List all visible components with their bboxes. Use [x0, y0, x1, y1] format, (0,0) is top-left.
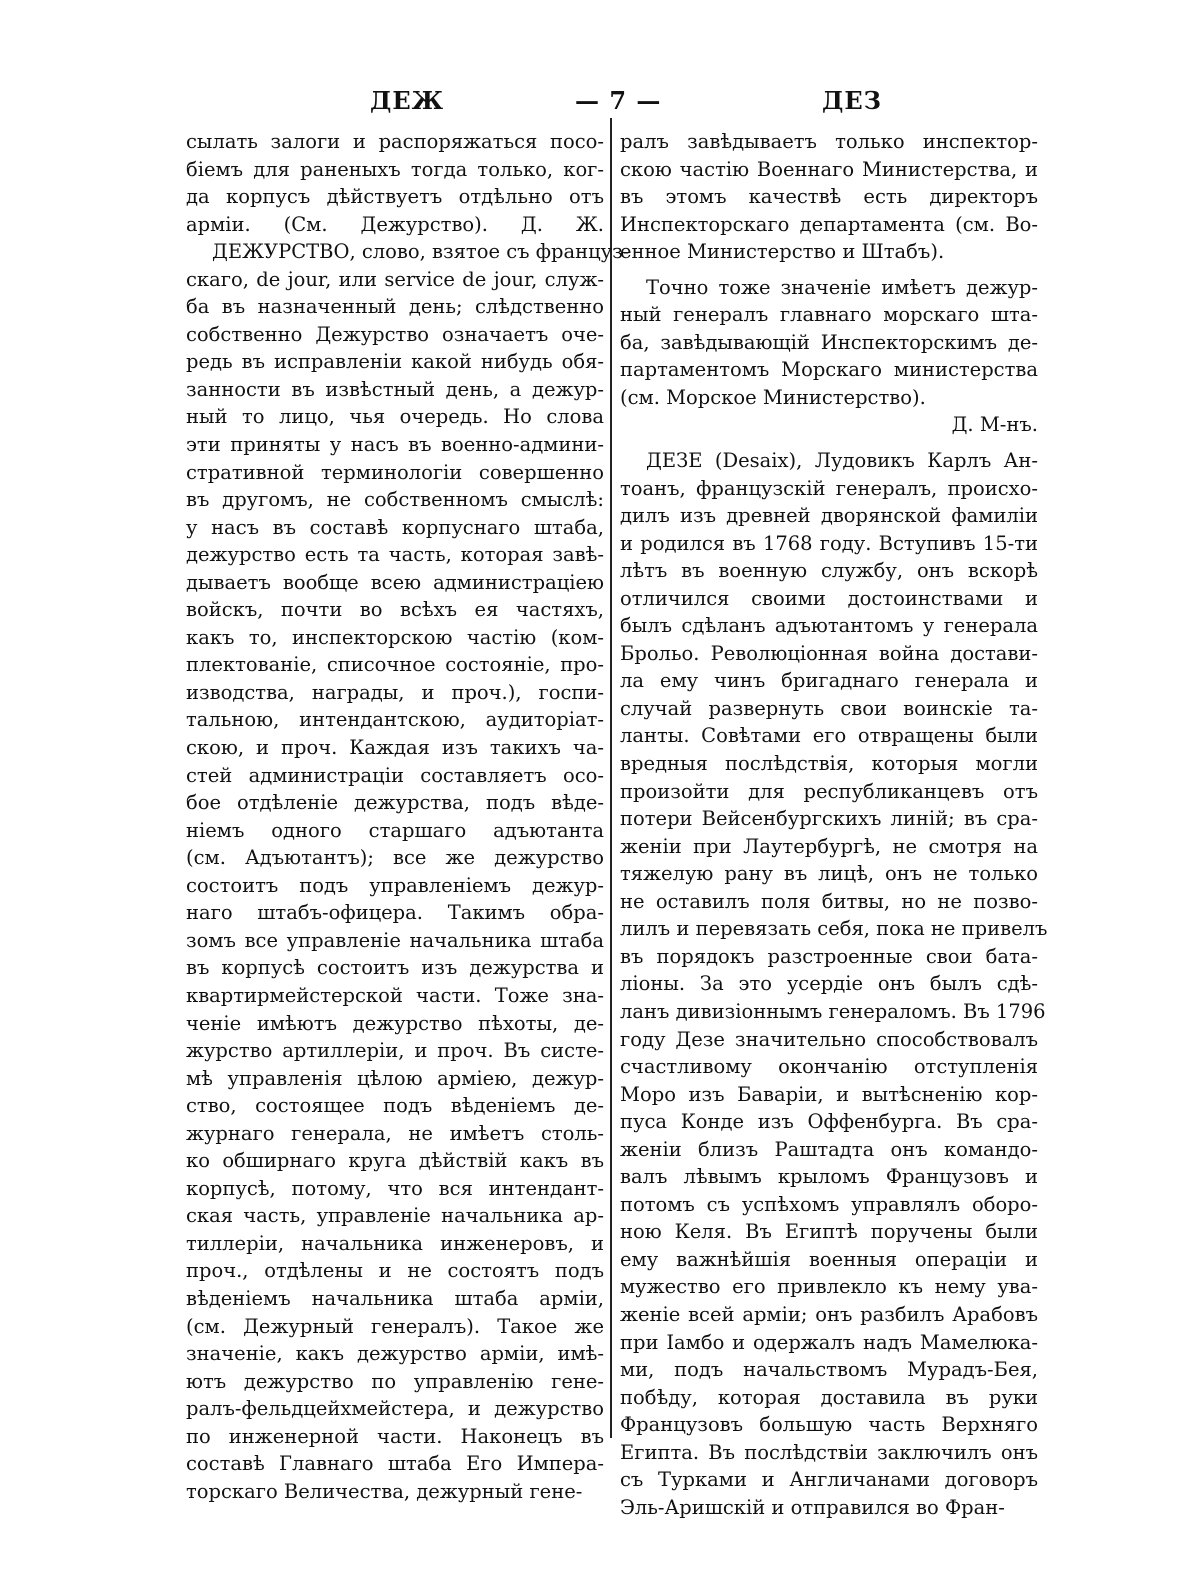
text-line: и родился въ 1768 году. Вступивъ 15-ти	[620, 531, 1038, 555]
text-line: мѣ управленія цѣлою арміею, дежур-	[186, 1066, 604, 1090]
text-line: пуса Конде изъ Оффенбурга. Въ сра-	[620, 1110, 1038, 1134]
text-line: наго штабъ-офицера. Такимъ обра-	[186, 901, 604, 925]
text-line: лилъ и перевязать себя, пока не привелъ	[620, 917, 1048, 941]
text-line: редь въ исправленіи какой нибудь обя-	[186, 350, 604, 374]
left-column	[186, 128, 630, 1505]
text-line: корпусѣ, потому, что вся интендант-	[186, 1176, 604, 1200]
text-line: ный то лицо, чья очередь. Но слова	[186, 405, 604, 429]
text-line: зомъ все управленіе начальника штаба	[186, 928, 604, 952]
text-line: сылать залоги и распоряжаться посо-	[186, 130, 604, 153]
text-line: какъ то, инспекторскою частію (ком-	[186, 625, 604, 649]
text-line: мужество его привлекло къ нему ува-	[620, 1275, 1038, 1299]
text-line: журство артиллеріи, и проч. Въ систе-	[186, 1039, 604, 1063]
text-line: женіи при Лаутербургѣ, не смотря на	[620, 834, 1038, 858]
text-line: Французовъ большую часть Верхняго	[620, 1413, 1038, 1437]
text-line: въ корпусѣ состоитъ изъ дежурства и	[186, 956, 604, 980]
text-line: торскаго Величества, дежурный гене-	[186, 1479, 583, 1503]
page-number: — 7 —	[575, 86, 662, 115]
text-line: въ другомъ, не собственномъ смыслѣ:	[186, 488, 604, 512]
text-line: Инспекторскаго департамента (см. Во-	[620, 212, 1038, 236]
text-line: ДЕЖУРСТВО, слово, взятое съ француз-	[212, 240, 630, 264]
text-line: скою, и проч. Каждая изъ такихъ ча-	[186, 736, 604, 760]
text-line: потери Вейсенбургскихъ линій; въ сра-	[620, 807, 1038, 831]
text-line: собственно Дежурство означаетъ оче-	[186, 322, 604, 346]
text-line: енное Министерство и Штабъ).	[620, 240, 945, 264]
right-column	[620, 128, 1048, 1521]
text-line: съ Турками и Англичанами договоръ	[620, 1468, 1038, 1492]
text-line: (см. Морское Министерство).	[620, 385, 926, 409]
text-line: ла ему чинъ бригаднаго генерала и	[620, 669, 1038, 693]
text-line: дилъ изъ древней дворянской фамиліи	[620, 504, 1038, 528]
text-line: Д. М-нъ.	[951, 413, 1038, 437]
text-line: ланты. Совѣтами его отвращены были	[620, 724, 1038, 748]
text-line: Точно тоже значеніе имѣетъ дежур-	[646, 275, 1038, 299]
text-line: тальною, интендантскою, аудиторіат-	[186, 708, 604, 732]
text-line: случай развернуть свои воинскіе та-	[620, 696, 1038, 720]
text-line: проч., отдѣлены и не состоятъ подъ	[186, 1259, 604, 1283]
text-line: ДЕЗЕ (Desaix), Лудовикъ Карлъ Ан-	[646, 449, 1038, 473]
text-line: валъ лѣвымъ крыломъ Французовъ и	[620, 1165, 1038, 1189]
text-line: ралъ завѣдываетъ только инспектор-	[620, 130, 1038, 153]
text-line: тяжелую рану въ лицѣ, онъ не только	[620, 862, 1038, 886]
text-line: арміи. (См. Дежурство). Д. Ж.	[186, 212, 604, 236]
text-line: ліоны. За это усердіе онъ былъ сдѣ-	[620, 972, 1038, 996]
text-line: журнаго генерала, не имѣетъ столь-	[186, 1121, 604, 1145]
text-line: стративной терминологіи совершенно	[186, 460, 604, 484]
text-line: по инженерной части. Наконецъ въ	[186, 1424, 604, 1448]
text-line: (см. Адъютантъ); все же дежурство	[186, 846, 604, 870]
text-line: женіе всей арміи; онъ разбилъ Арабовъ	[620, 1302, 1038, 1326]
text-line: тиллеріи, начальника инженеровъ, и	[186, 1231, 604, 1255]
text-line: Брольо. Революціонная война достави-	[620, 641, 1038, 665]
text-line: былъ сдѣланъ адъютантомъ у генерала	[620, 614, 1038, 638]
text-line: занности въ извѣстный день, а дежур-	[186, 377, 604, 401]
text-line: лѣтъ въ военную службу, онъ вскорѣ	[620, 559, 1038, 583]
text-line: счастливому окончанію отступленія	[620, 1055, 1038, 1079]
text-line: ралъ-фельдцейхмейстера, и дежурство	[186, 1397, 604, 1421]
text-line: въ этомъ качествѣ есть директоръ	[620, 185, 1038, 209]
running-head-right: ДЕЗ	[822, 86, 882, 115]
text-line: плектованіе, списочное состояніе, про-	[186, 653, 604, 677]
text-line: произойти для республиканцевъ отъ	[620, 779, 1038, 803]
text-line: скою частію Военнаго Министерства, и	[620, 157, 1038, 181]
text-line: у насъ въ составѣ корпуснаго штаба,	[186, 515, 604, 539]
text-line: скаго, de jour, или service de jour, служ-	[186, 267, 604, 291]
text-line: изводства, награды, и проч.), госпи-	[186, 680, 604, 704]
text-line: да корпусъ дѣйствуетъ отдѣльно отъ	[186, 185, 604, 209]
text-line: женіи близъ Раштадта онъ командо-	[620, 1137, 1038, 1161]
text-line: ба въ назначенный день; слѣдственно	[186, 295, 604, 319]
text-line: Египта. Въ послѣдствіи заключилъ онъ	[620, 1440, 1038, 1464]
text-line: въ порядокъ разстроенные свои бата-	[620, 944, 1038, 968]
text-line: біемъ для раненыхъ тогда только, ког-	[186, 157, 604, 181]
text-line: побѣду, которая доставила въ руки	[620, 1385, 1038, 1409]
text-line: дежурство есть та часть, которая завѣ-	[186, 543, 604, 567]
text-line: ланъ дивизіоннымъ генераломъ. Въ 1796	[620, 999, 1046, 1023]
text-line: не оставилъ поля битвы, но не позво-	[620, 889, 1038, 913]
text-line: ми, подъ начальствомъ Мурадъ-Бея,	[620, 1358, 1038, 1382]
text-line: ство, состоящее подъ вѣденіемъ де-	[186, 1094, 604, 1118]
text-line: ская часть, управленіе начальника ар-	[186, 1204, 604, 1228]
text-line: ніемъ одного старшаго адъютанта	[186, 818, 604, 842]
text-line: ный генералъ главнаго морскаго шта-	[620, 303, 1038, 327]
text-line: Эль-Аришскій и отправился во Фран-	[620, 1495, 1005, 1519]
text-line: ба, завѣдывающій Инспекторскимъ де-	[620, 330, 1038, 354]
text-line: (см. Дежурный генералъ). Такое же	[186, 1314, 604, 1338]
text-line: войскъ, почти во всѣхъ ея частяхъ,	[186, 598, 604, 622]
text-line: вредныя послѣдствія, которыя могли	[620, 752, 1038, 776]
text-line: ко обширнаго круга дѣйствій какъ въ	[186, 1149, 604, 1173]
text-line: тоанъ, французскій генералъ, происхо-	[620, 476, 1038, 500]
text-line: потомъ съ успѣхомъ управлялъ оборо-	[620, 1192, 1038, 1216]
text-line: ютъ дежурство по управленію гене-	[186, 1369, 604, 1393]
text-line: году Дезе значительно способствовалъ	[620, 1027, 1038, 1051]
text-line: значеніе, какъ дежурство арміи, имѣ-	[186, 1342, 604, 1366]
text-line: вѣденіемъ начальника штаба арміи,	[186, 1286, 604, 1310]
text-line: составѣ Главнаго штаба Его Импера-	[186, 1452, 604, 1476]
text-line: квартирмейстерской части. Тоже зна-	[186, 983, 604, 1007]
text-line: стей администраціи составляетъ осо-	[186, 763, 604, 787]
text-line: ему важнѣйшія военныя операціи и	[620, 1247, 1038, 1271]
text-line: эти приняты у насъ въ военно-админи-	[186, 433, 604, 457]
running-head-left: ДЕЖ	[370, 86, 445, 115]
text-line: при Іамбо и одержалъ надъ Мамелюка-	[620, 1330, 1038, 1354]
text-line: ченіе имѣютъ дежурство пѣхоты, де-	[186, 1011, 604, 1035]
text-line: отличился своими достоинствами и	[620, 586, 1038, 610]
text-line: бое отдѣленіе дежурства, подъ вѣде-	[186, 791, 604, 815]
text-line: ною Келя. Въ Египтѣ поручены были	[620, 1220, 1038, 1244]
text-line: Моро изъ Баваріи, и вытѣсненію кор-	[620, 1082, 1038, 1106]
column-divider	[610, 118, 612, 1438]
text-line: состоитъ подъ управленіемъ дежур-	[186, 873, 604, 897]
text-line: партаментомъ Морскаго министерства	[620, 358, 1038, 382]
text-line: дываетъ вообще всею администраціею	[186, 570, 604, 594]
